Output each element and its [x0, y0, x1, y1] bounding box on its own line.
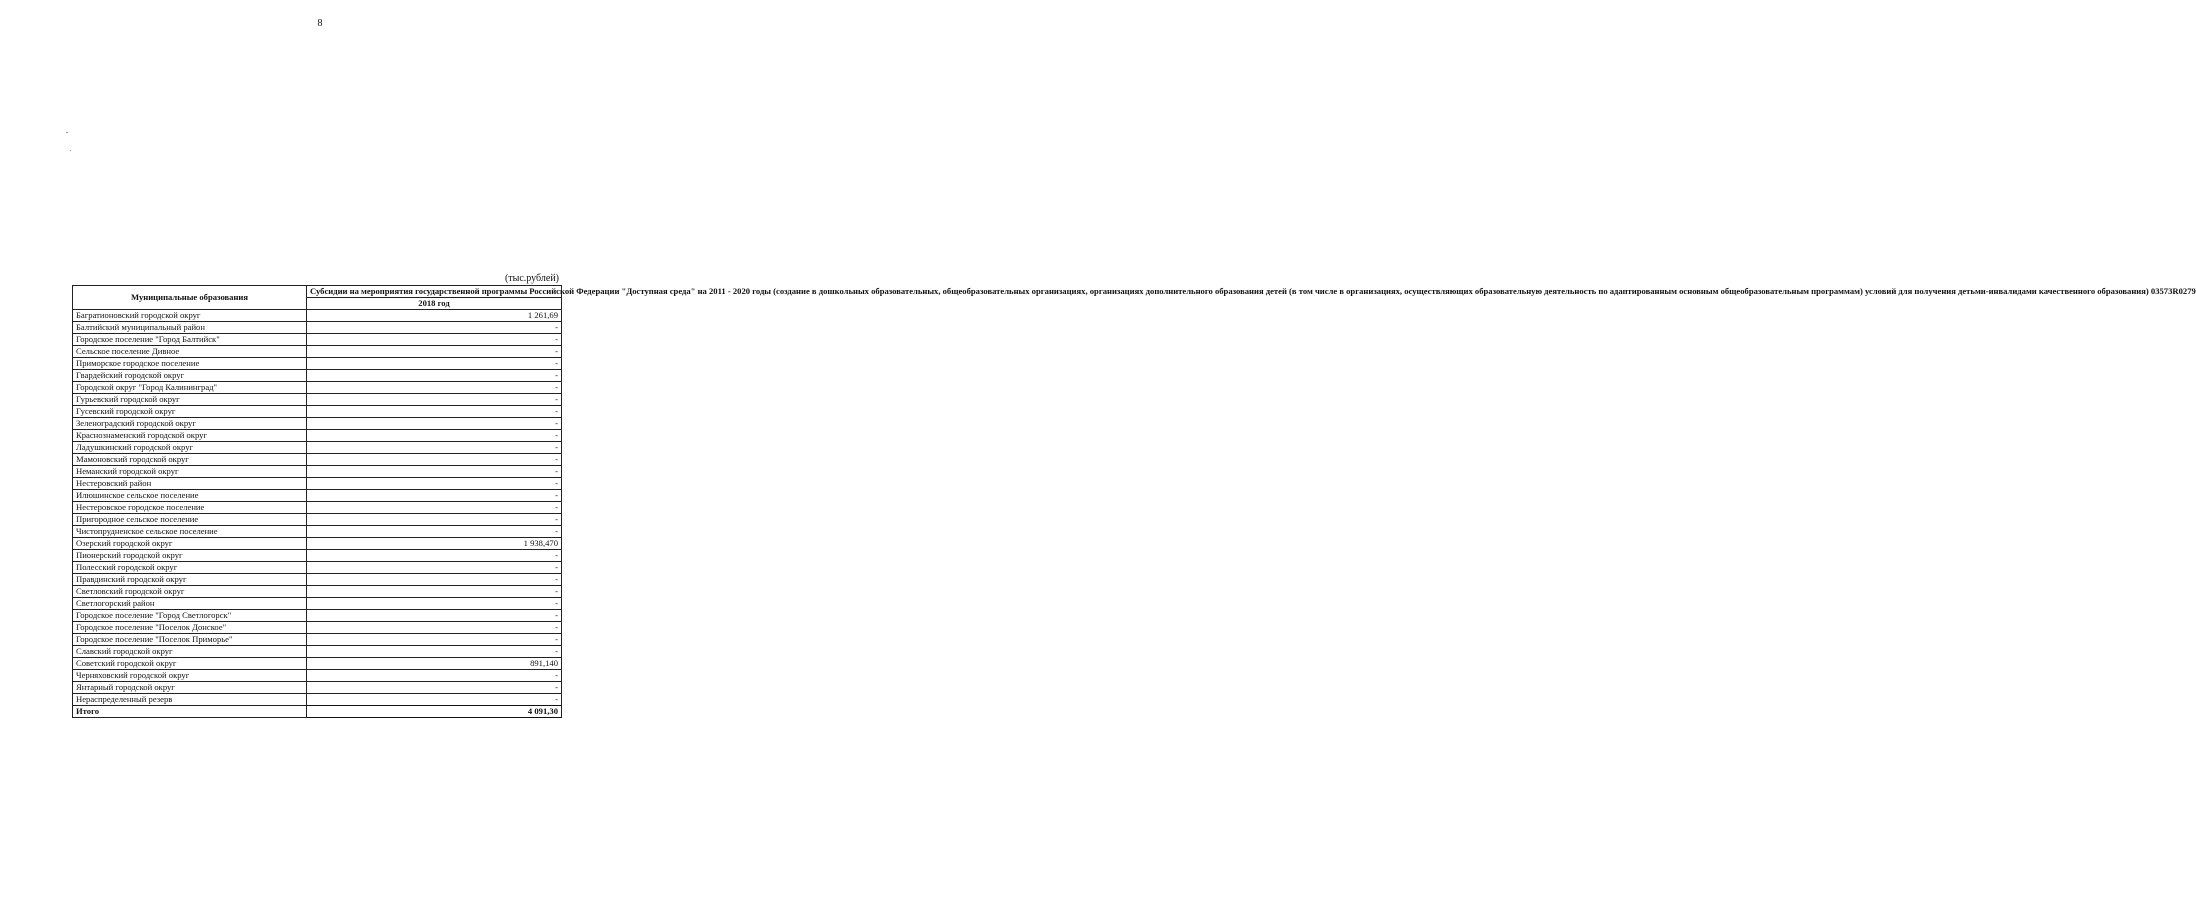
subsidy-value: - — [307, 574, 562, 586]
municipality-name: Балтийский муниципальный район — [73, 322, 307, 334]
municipality-name: Городское поселение "Город Светлогорск" — [73, 610, 307, 622]
municipality-name: Пионерский городской округ — [73, 550, 307, 562]
municipality-name: Краснознаменский городской округ — [73, 430, 307, 442]
table-row — [73, 634, 562, 646]
table-row — [73, 550, 562, 562]
subsidy-value: - — [307, 346, 562, 358]
table-body — [73, 310, 562, 706]
table-row — [73, 418, 562, 430]
municipality-name: Светловский городской округ — [73, 586, 307, 598]
table-row — [73, 538, 562, 550]
subsidy-value: - — [307, 610, 562, 622]
municipality-name: Янтарный городской округ — [73, 682, 307, 694]
table-row — [73, 454, 562, 466]
table-row — [73, 490, 562, 502]
subsidy-value: 1 261,69 — [307, 310, 562, 322]
subsidy-value: - — [307, 502, 562, 514]
table-row — [73, 346, 562, 358]
municipality-name: Чистопрудненское сельское поселение — [73, 526, 307, 538]
municipality-name: Полесский городской округ — [73, 562, 307, 574]
municipality-name: Славский городской округ — [73, 646, 307, 658]
subsidy-value: - — [307, 442, 562, 454]
table-row — [73, 382, 562, 394]
total-label: Итого — [73, 706, 307, 718]
table-row — [73, 682, 562, 694]
column-header-subsidy: Субсидии на мероприятия государственной программы Российской Федерации "Доступная среда" на 2011 - 2020 годы (создание в дошкольных образовательных, общеобразовательных организациях, организациях дополнительного образования детей (в том числе в организациях, осуществляющих образовательную деятельность по адаптированным основным общеобразовательным программам) условий для получения детьми-инвалидами качественного образования) 03573R0279 — [307, 286, 562, 298]
table-row — [73, 514, 562, 526]
municipality-name: Гвардейский городской округ — [73, 370, 307, 382]
table-row — [73, 322, 562, 334]
subsidy-value: - — [307, 466, 562, 478]
column-header-year: 2018 год — [307, 298, 562, 310]
municipality-name: Неманский городской округ — [73, 466, 307, 478]
subsidy-value: - — [307, 394, 562, 406]
subsidy-value: - — [307, 550, 562, 562]
municipality-name: Правдинский городской округ — [73, 574, 307, 586]
municipality-name: Приморское городское поселение — [73, 358, 307, 370]
municipality-name: Светлогорский район — [73, 598, 307, 610]
subsidy-value: - — [307, 322, 562, 334]
subsidy-value: - — [307, 418, 562, 430]
municipality-name: Городское поселение "Город Балтийск" — [73, 334, 307, 346]
subsidy-value: - — [307, 586, 562, 598]
table-row — [73, 610, 562, 622]
subsidy-table — [72, 285, 2196, 718]
municipality-name: Гурьевский городской округ — [73, 394, 307, 406]
subsidy-value: - — [307, 634, 562, 646]
table-row — [73, 442, 562, 454]
table-row — [73, 622, 562, 634]
subsidy-value: - — [307, 562, 562, 574]
subsidy-value: - — [307, 646, 562, 658]
subsidy-value: - — [307, 478, 562, 490]
table-row — [73, 598, 562, 610]
municipality-name: Городское поселение "Поселок Донское" — [73, 622, 307, 634]
table-row — [73, 334, 562, 346]
municipality-name: Черняховский городской округ — [73, 670, 307, 682]
subsidy-value: 891,140 — [307, 658, 562, 670]
table-row — [73, 370, 562, 382]
table-row — [73, 310, 562, 322]
municipality-name: Советский городской округ — [73, 658, 307, 670]
total-value: 4 091,30 — [307, 706, 562, 718]
units-label: (тыс.рублей) — [504, 273, 559, 284]
municipality-name: Нераспределенный резерв — [73, 694, 307, 706]
column-header-municipality: Муниципальные образования — [73, 286, 307, 310]
municipality-name: Нестеровское городское поселение — [73, 502, 307, 514]
scan-speck — [70, 150, 71, 151]
municipality-name: Багратионовский городской округ — [73, 310, 307, 322]
municipality-name: Озерский городской округ — [73, 538, 307, 550]
municipality-name: Городской округ "Город Калининград" — [73, 382, 307, 394]
table-row — [73, 646, 562, 658]
subsidy-value: - — [307, 406, 562, 418]
subsidy-value: - — [307, 670, 562, 682]
subsidy-value: - — [307, 358, 562, 370]
table-row — [73, 586, 562, 598]
table-row — [73, 358, 562, 370]
municipality-name: Пригородное сельское поселение — [73, 514, 307, 526]
subsidy-value: - — [307, 454, 562, 466]
table-row — [73, 562, 562, 574]
table-row — [73, 430, 562, 442]
subsidy-value: - — [307, 382, 562, 394]
table-row — [73, 658, 562, 670]
table-row — [73, 670, 562, 682]
total-row — [73, 706, 562, 718]
municipality-name: Нестеровский район — [73, 478, 307, 490]
municipality-name: Сельское поселение Дивное — [73, 346, 307, 358]
subsidy-value: - — [307, 490, 562, 502]
subsidy-value: - — [307, 682, 562, 694]
table-row — [73, 526, 562, 538]
subsidy-value: - — [307, 514, 562, 526]
table-row — [73, 394, 562, 406]
scan-speck — [66, 132, 68, 133]
municipality-name: Илюшинское сельское поселение — [73, 490, 307, 502]
table-row — [73, 406, 562, 418]
subsidy-value: - — [307, 694, 562, 706]
municipality-name: Городское поселение "Поселок Приморье" — [73, 634, 307, 646]
municipality-name: Гусевский городской округ — [73, 406, 307, 418]
table-row — [73, 694, 562, 706]
municipality-name: Ладушкинский городской округ — [73, 442, 307, 454]
table-row — [73, 478, 562, 490]
subsidy-value: - — [307, 430, 562, 442]
subsidy-value: - — [307, 526, 562, 538]
table-row — [73, 466, 562, 478]
page-number: 8 — [317, 18, 323, 29]
subsidy-value: - — [307, 598, 562, 610]
subsidy-value: - — [307, 334, 562, 346]
table-row — [73, 502, 562, 514]
subsidy-value: 1 938,470 — [307, 538, 562, 550]
municipality-name: Зеленоградский городской округ — [73, 418, 307, 430]
subsidy-value: - — [307, 622, 562, 634]
subsidy-value: - — [307, 370, 562, 382]
table-row — [73, 574, 562, 586]
municipality-name: Мамоновский городской округ — [73, 454, 307, 466]
